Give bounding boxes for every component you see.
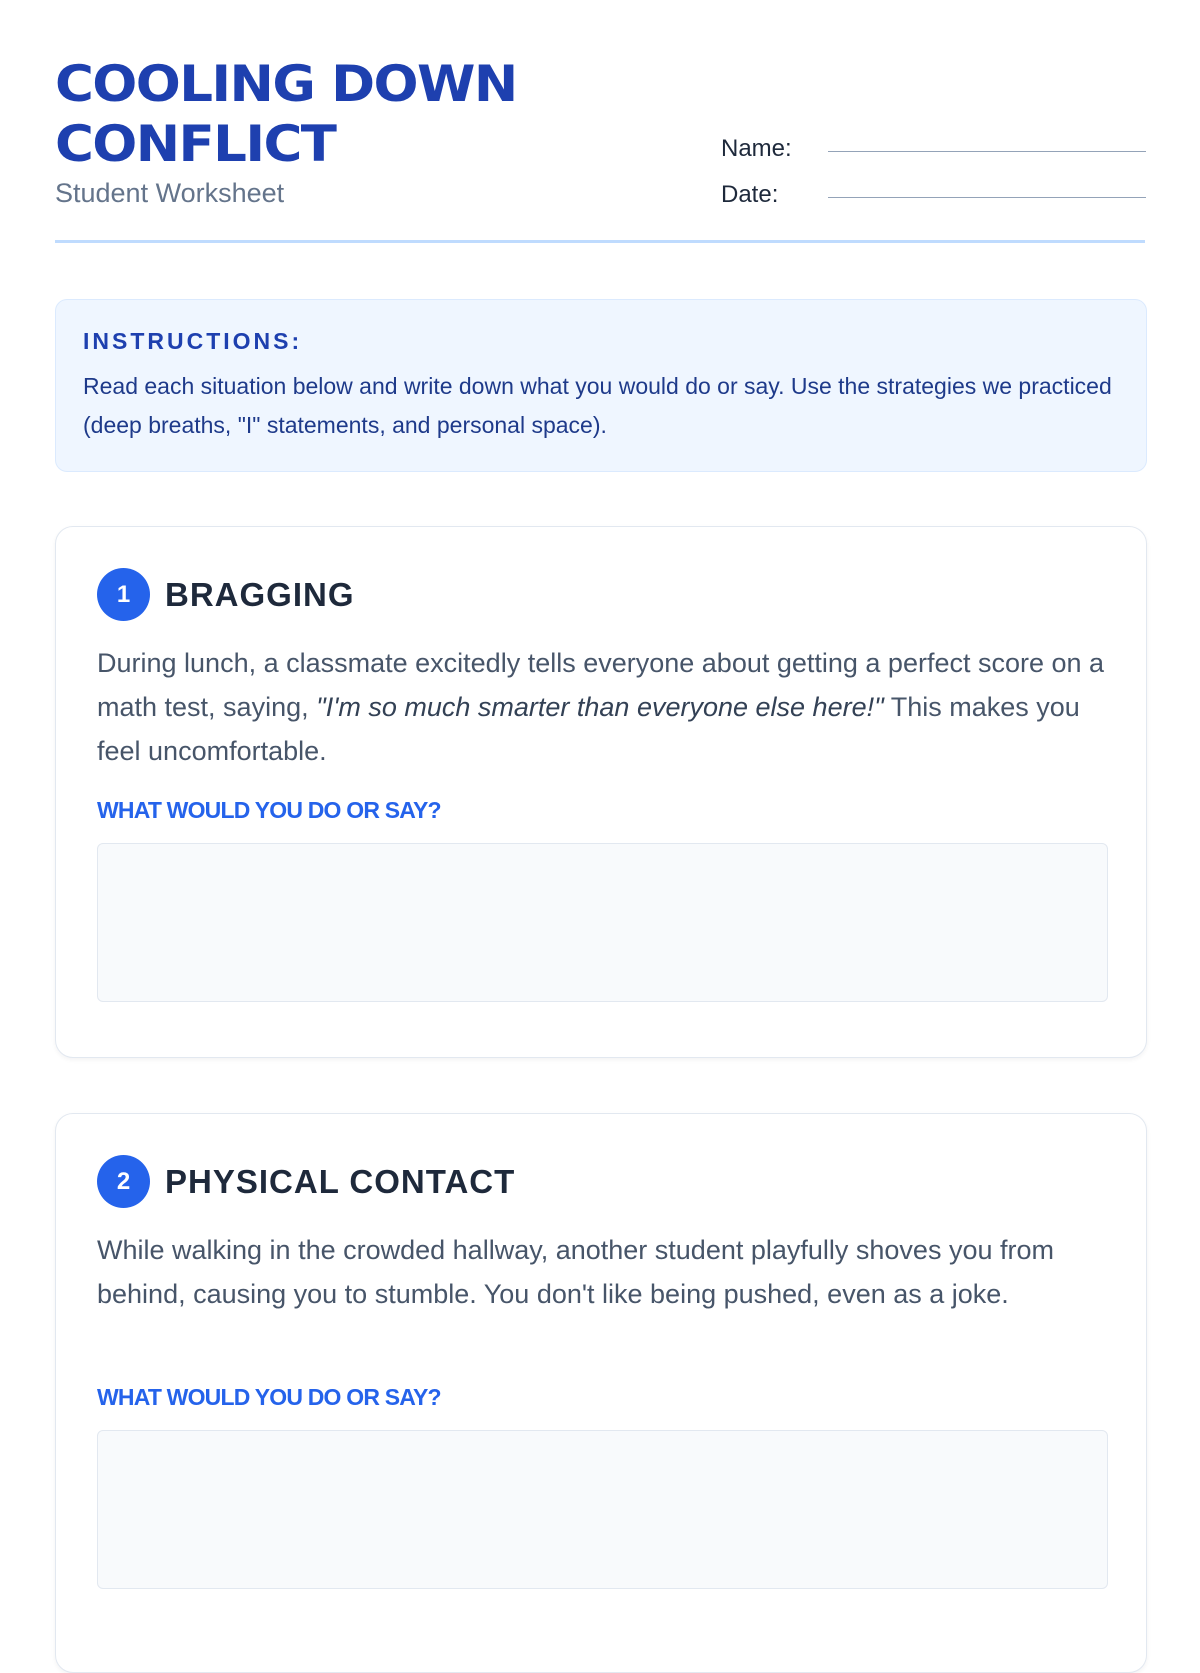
date-field [721,181,1146,211]
page-title [55,54,517,174]
response-box[interactable] [97,1430,1108,1589]
scenario-heading [97,568,355,621]
date-label: Date: [721,181,779,208]
worksheet-header [55,0,1145,243]
scenario-title: BRAGGING [165,575,355,613]
name-label: Name: [721,135,792,162]
name-field [721,135,1146,165]
scenario-text-after: This makes you feel uncomfortable. [97,692,1080,766]
response-box[interactable] [97,843,1108,1002]
title-line-2: CONFLICT [55,115,336,173]
title-line-1: COOLING DOWN [55,55,517,113]
response-prompt: WHAT WOULD YOU DO OR SAY? [97,1384,441,1410]
scenario-card-bragging [55,526,1147,1058]
page-subtitle: Student Worksheet [55,178,285,208]
scenario-text-before: During lunch, a classmate excitedly tells everyone about getting a perfect score on a math test, saying, [97,648,1105,722]
scenario-title: PHYSICAL CONTACT [165,1162,516,1200]
instructions-title: INSTRUCTIONS: [83,328,303,354]
scenario-description: While walking in the crowded hallway, another student playfully shoves you from behind, causing you to stumble. You don't like being pushed, even as a joke. [97,1235,1054,1309]
scenario-description [97,641,1107,773]
instructions-box [55,299,1147,472]
response-prompt: WHAT WOULD YOU DO OR SAY? [97,797,441,823]
scenario-heading [97,1155,515,1208]
instructions-body: Read each situation below and write down what you would do or say. Use the strategies we practiced (deep breaths, "I" statements, and personal space). [83,373,1112,438]
date-line[interactable] [828,197,1146,198]
name-line[interactable] [828,151,1146,152]
scenario-number-badge: 2 [97,1155,150,1208]
scenario-quote: "I'm so much smarter than everyone else here!" [316,692,884,722]
scenario-number-badge: 1 [97,568,150,621]
scenario-card-physical-contact [55,1113,1147,1673]
